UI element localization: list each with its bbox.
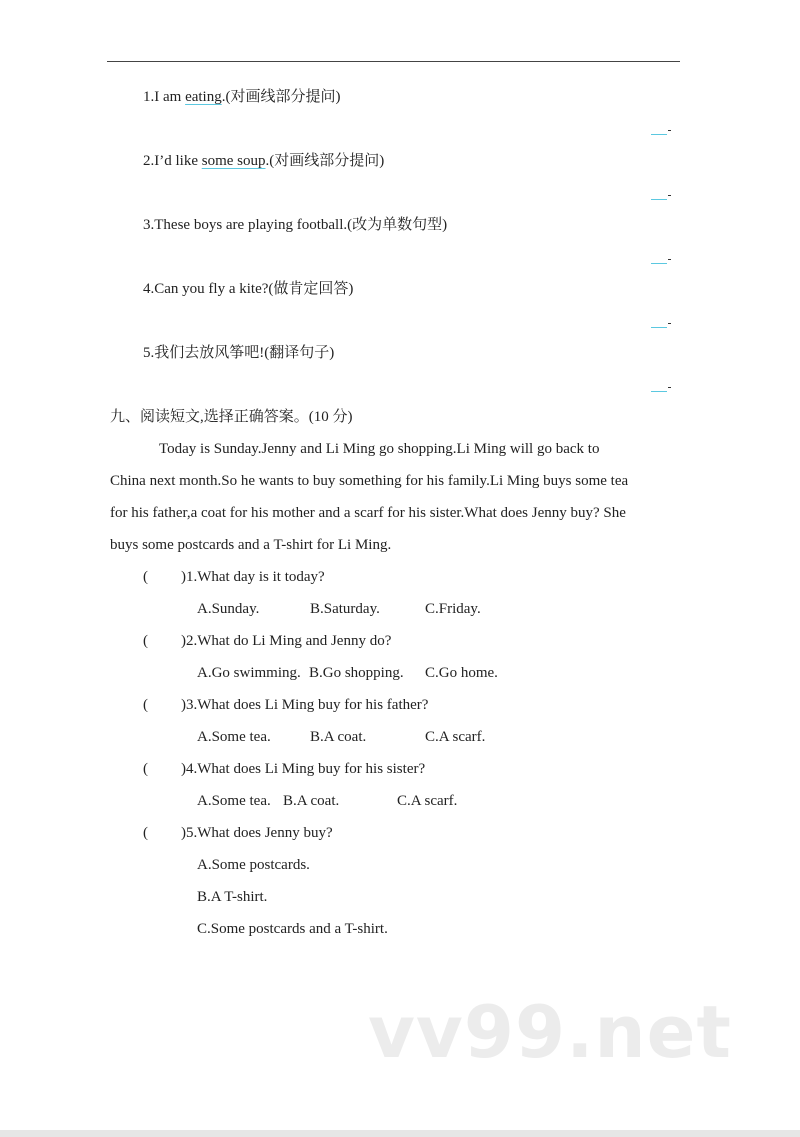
option-b: B.A T-shirt. [197,889,268,905]
page-bottom-edge [0,1130,800,1137]
passage-line: buys some postcards and a T-shirt for Li Ming. [110,537,392,553]
q-text: 1.I am [143,89,186,105]
passage-line: China next month.So he wants to buy something for his family.Li Ming buys some tea [110,473,629,489]
answer-blank[interactable] [651,199,667,200]
watermark: vv99.net [368,990,732,1074]
option-b: B.A coat. [283,793,340,809]
mc-question-2: )2.What do Li Ming and Jenny do? [181,633,392,649]
q-instruction: .(对画线部分提问) [221,89,341,105]
option-a: A.Some tea. [197,793,271,809]
answer-bracket[interactable]: ( [143,761,148,777]
answer-blank[interactable] [651,327,667,328]
q-text: 2.I’d like [143,153,202,169]
blank-mark [668,259,671,260]
answer-blank[interactable] [651,391,667,392]
passage-line: Today is Sunday.Jenny and Li Ming go shopping.Li Ming will go back to [159,441,600,457]
underlined-part: some soup [201,153,266,169]
question-4: 4.Can you fly a kite?(做肯定回答) [143,281,354,297]
option-c: C.Go home. [425,665,498,681]
option-a: A.Some postcards. [197,857,310,873]
blank-mark [668,323,671,324]
option-a: A.Some tea. [197,729,271,745]
question-2 [143,151,384,171]
option-c: C.A scarf. [425,729,486,745]
header-rule [107,61,680,62]
blank-mark [668,195,671,196]
question-1 [143,87,340,107]
question-3: 3.These boys are playing football.(改为单数句型) [143,217,448,233]
section-heading: 九、阅读短文,选择正确答案。(10 分) [110,409,353,425]
blank-mark [668,130,671,131]
passage-line: for his father,a coat for his mother and a scarf for his sister.What does Jenny buy? She [110,505,626,521]
option-a: A.Sunday. [197,601,260,617]
option-b: B.Saturday. [310,601,380,617]
option-b: B.Go shopping. [309,665,404,681]
answer-bracket[interactable]: ( [143,569,148,585]
option-c: C.Some postcards and a T-shirt. [197,921,388,937]
option-a: A.Go swimming. [197,665,301,681]
mc-question-1: )1.What day is it today? [181,569,325,585]
answer-blank[interactable] [651,263,667,264]
question-5: 5.我们去放风筝吧!(翻译句子) [143,345,335,361]
mc-question-3: )3.What does Li Ming buy for his father? [181,697,429,713]
blank-mark [668,387,671,388]
option-c: C.A scarf. [397,793,458,809]
answer-bracket[interactable]: ( [143,633,148,649]
mc-question-5: )5.What does Jenny buy? [181,825,333,841]
answer-blank[interactable] [651,134,667,135]
option-c: C.Friday. [425,601,481,617]
answer-bracket[interactable]: ( [143,697,148,713]
underlined-part: eating [185,89,222,105]
option-b: B.A coat. [310,729,367,745]
answer-bracket[interactable]: ( [143,825,148,841]
q-instruction: .(对画线部分提问) [265,153,385,169]
mc-question-4: )4.What does Li Ming buy for his sister? [181,761,426,777]
